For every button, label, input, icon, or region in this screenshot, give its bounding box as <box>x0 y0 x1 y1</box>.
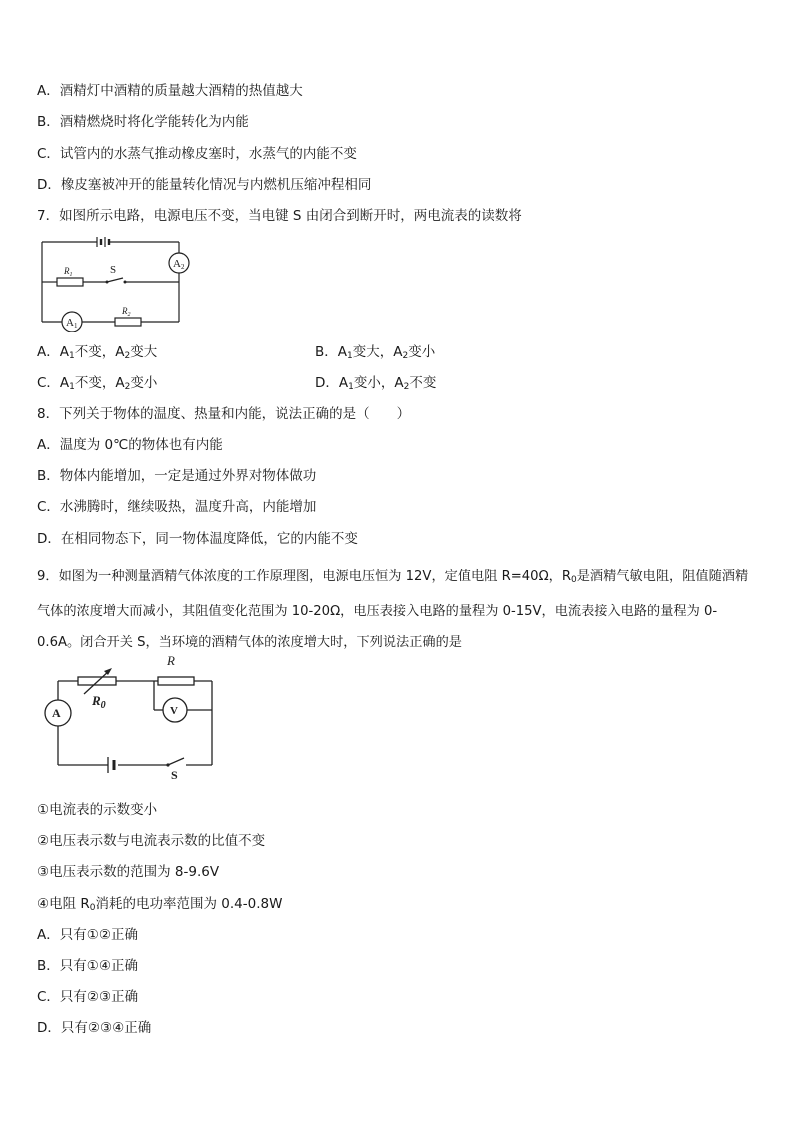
q9-option-d: D．只有②③④正确 <box>37 1020 152 1036</box>
q7-stem: 7．如图所示电路，电源电压不变，当电键 S 由闭合到断开时，两电流表的读数将 <box>37 208 522 224</box>
q8-stem: 8．下列关于物体的温度、热量和内能，说法正确的是（ ） <box>37 406 411 422</box>
q7-label-a2: A2 <box>173 258 185 271</box>
q9-statement-2: ②电压表示数与电流表示数的比值不变 <box>37 833 266 849</box>
q6-option-c: C．试管内的水蒸气推动橡皮塞时，水蒸气的内能不变 <box>37 146 357 162</box>
q9-sensor-r0-body <box>78 677 116 685</box>
q9-statement-4: ④电阻 $R_0$消耗的电功率范围为 0.4-0.8W <box>37 896 283 913</box>
q9-statement-3: ③电压表示数的范围为 8-9.6V <box>37 864 220 880</box>
q9-option-a: A．只有①②正确 <box>37 927 138 943</box>
q9-resistor-r-body <box>158 677 194 685</box>
q8-option-d: D．在相同物态下，同一物体温度降低，它的内能不变 <box>37 531 358 547</box>
q6-option-b: B．酒精燃烧时将化学能转化为内能 <box>37 114 249 130</box>
q9-label-switch: S <box>171 768 178 782</box>
q9-stem: 9．如图为一种测量酒精气体浓度的工作原理图，电源电压恒为 12V，定值电阻 R=40Ω，$R_0$是酒精气敏电阻，阻值随酒精气体的浓度增大而减小，其阻值变化范围为 10-20Ω，电压表接入电路的量程为 0-15V，电流表接入电路的量程为 0-0.6A。闭合开关 S，当环境的酒精气体的浓度增大时，下列说法正确的是 <box>37 569 749 650</box>
q7-option-b: B．$A_1$变大，$A_2$变小 <box>315 344 436 361</box>
q7-option-d: D．$A_1$变小，$A_2$不变 <box>315 375 437 392</box>
q8-option-a: A．温度为 0℃的物体也有内能 <box>37 437 223 453</box>
q8-option-b: B．物体内能增加，一定是通过外界对物体做功 <box>37 468 317 484</box>
q8-option-c: C．水沸腾时，继续吸热，温度升高，内能增加 <box>37 499 317 515</box>
q6-option-d: D．橡皮塞被冲开的能量转化情况与内燃机压缩冲程相同 <box>37 177 372 193</box>
q7-label-a1: A1 <box>66 317 78 330</box>
q7-circuit-diagram <box>35 232 195 332</box>
q7-label-r2: $R_2$ <box>122 306 131 318</box>
q9-option-b: B．只有①④正确 <box>37 958 138 974</box>
q9-label-ammeter: A <box>52 706 61 720</box>
q7-label-switch: S <box>110 264 117 276</box>
q9-circuit-diagram <box>40 650 220 782</box>
q9-statement-1: ①电流表的示数变小 <box>37 802 158 818</box>
q7-option-a: A．$A_1$不变，$A_2$变大 <box>37 344 158 361</box>
q9-label-r0: $R_0$ <box>92 693 106 711</box>
q9-label-r: R <box>167 653 175 668</box>
q7-resistor-r1-body <box>57 278 83 286</box>
q7-resistor-r2-body <box>115 318 141 326</box>
q9-option-c: C．只有②③正确 <box>37 989 139 1005</box>
q9-label-voltmeter: V <box>170 705 178 717</box>
q7-label-r1: $R_1$ <box>64 266 73 278</box>
q7-option-c: C．$A_1$不变，$A_2$变小 <box>37 375 158 392</box>
q6-option-a: A．酒精灯中酒精的质量越大酒精的热值越大 <box>37 83 303 99</box>
